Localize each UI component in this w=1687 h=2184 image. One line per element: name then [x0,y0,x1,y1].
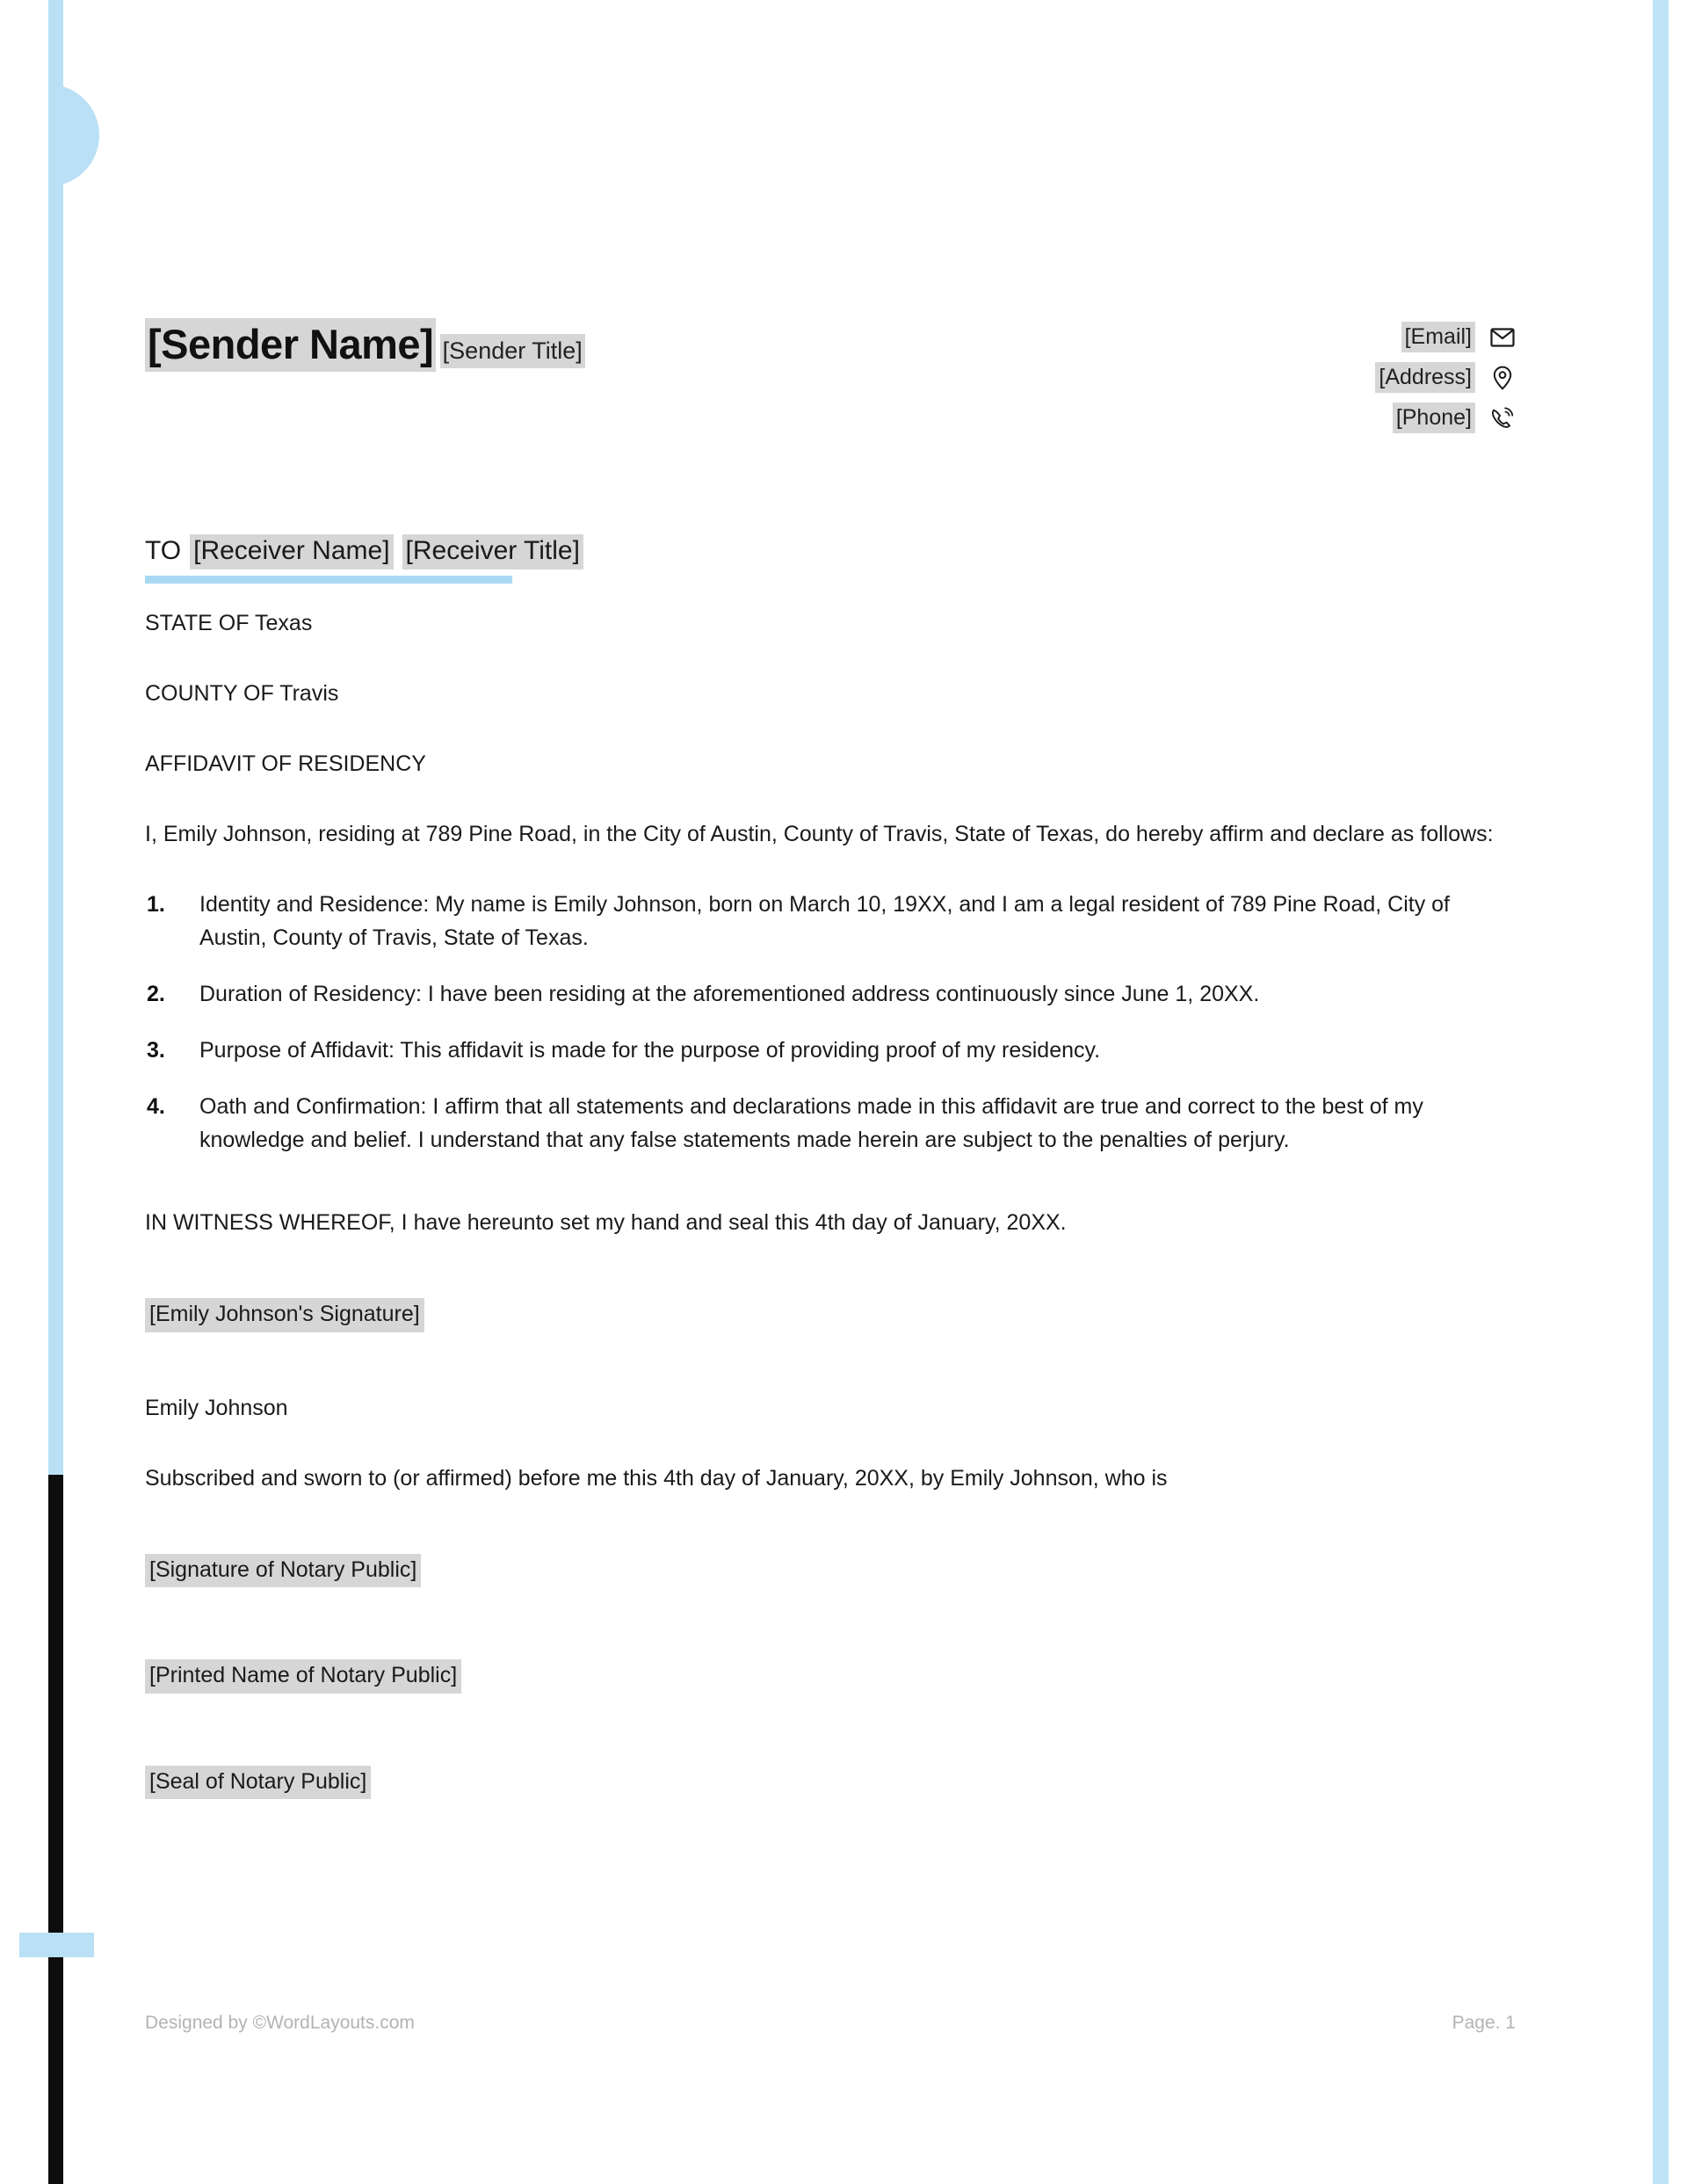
email-placeholder[interactable]: [Email] [1401,322,1475,352]
notary-seal-placeholder[interactable]: [Seal of Notary Public] [145,1766,371,1800]
contact-row-email[interactable] [1401,322,1516,352]
contact-row-phone[interactable] [1393,403,1516,433]
notary-signature-placeholder[interactable]: [Signature of Notary Public] [145,1554,421,1588]
state-line: STATE OF Texas [145,611,313,635]
footer-page-number: Page. 1 [1452,2013,1516,2033]
left-rail-black [48,1475,63,2184]
county-line: COUNTY OF Travis [145,681,339,706]
clause-list [145,888,1516,1157]
semicircle-decoration [48,84,99,186]
sender-title[interactable]: [Sender Title] [440,334,585,368]
left-rail-blue [48,0,63,1475]
page-footer [145,2013,1516,2034]
affidavit-body [145,606,1516,1821]
clause-item-3: Purpose of Affidavit: This affidavit is made for the purpose of providing proof of my residency. [199,1038,1101,1063]
affidavit-title: AFFIDAVIT OF RESIDENCY [145,751,426,776]
contact-row-address[interactable] [1375,362,1516,393]
receiver-title[interactable]: [Receiver Title] [402,534,583,570]
sender-identity [145,316,585,372]
notary-sworn-statement: Subscribed and sworn to (or affirmed) before me this 4th day of January, 20XX, by Emily Johnson, who is [145,1465,1168,1491]
receiver-name[interactable]: [Receiver Name] [190,534,393,570]
footer-credit[interactable]: Designed by ©WordLayouts.com [145,2013,415,2033]
notary-printed-name-line [145,1659,1516,1694]
location-pin-icon [1489,365,1516,391]
left-rail-blue-tab [19,1933,94,1957]
recipient-underline-accent [145,576,512,584]
contact-details [1375,316,1516,433]
to-label: TO [145,536,182,565]
notary-seal-line [145,1766,1516,1800]
sender-name[interactable]: [Sender Name] [145,318,436,372]
affiant-signature-line [145,1298,1516,1332]
affiant-printed-name: Emily Johnson [145,1395,288,1420]
clause-item-4: Oath and Confirmation: I affirm that all statements and declarations made in this affidavit are true and correct to the best of my knowledge and belief. I understand that any false statements made herein are subject to the penalties of perjury. [199,1094,1423,1152]
right-rail-blue [1653,0,1669,2184]
notary-signature-line [145,1554,1516,1588]
address-placeholder[interactable]: [Address] [1375,362,1475,393]
phone-ringing-icon [1489,405,1516,432]
affiant-signature-placeholder[interactable]: [Emily Johnson's Signature] [145,1298,424,1332]
opening-paragraph: I, Emily Johnson, residing at 789 Pine Road, in the City of Austin, County of Travis, State of Texas, do hereby affirm and declare as follows: [145,822,1494,846]
letterhead [145,316,1516,433]
document-content [145,0,1516,2184]
envelope-icon [1489,324,1516,351]
clause-item-2: Duration of Residency: I have been residing at the aforementioned address continuously since June 1, 20XX. [199,982,1260,1006]
notary-printed-name-placeholder[interactable]: [Printed Name of Notary Public] [145,1659,461,1694]
witness-statement: IN WITNESS WHEREOF, I have hereunto set my hand and seal this 4th day of January, 20XX. [145,1210,1067,1235]
phone-placeholder[interactable]: [Phone] [1393,403,1475,433]
clause-item-1: Identity and Residence: My name is Emily Johnson, born on March 10, 19XX, and I am a legal resident of 789 Pine Road, City of Austin, County of Travis, State of Texas. [199,892,1450,950]
recipient-block [145,534,1516,584]
